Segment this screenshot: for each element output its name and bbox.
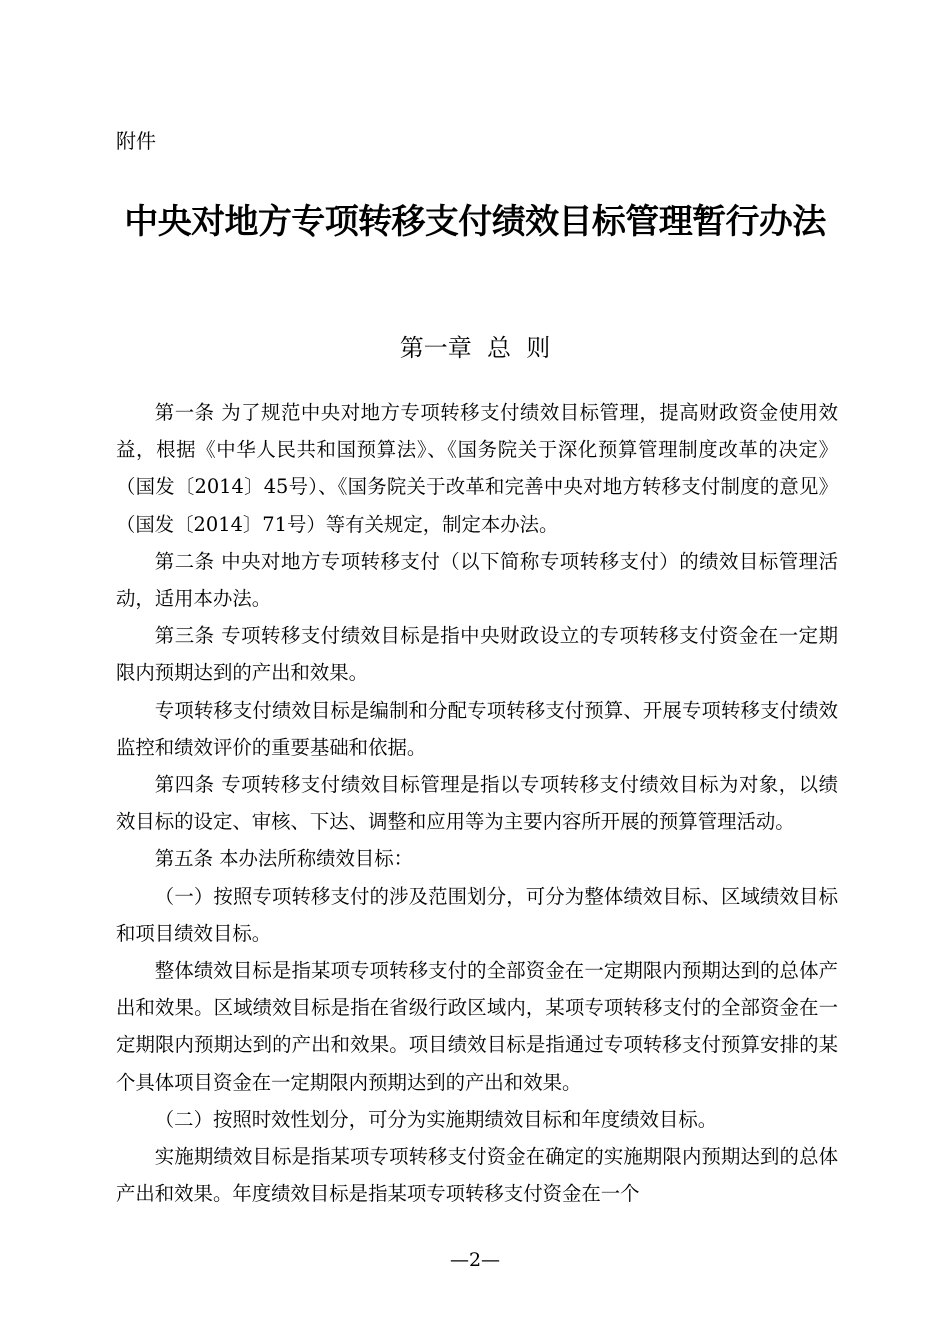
paragraph-item-2: （二）按照时效性划分，可分为实施期绩效目标和年度绩效目标。 xyxy=(154,1107,718,1131)
document-title: 中央对地方专项转移支付绩效目标管理暂行办法 xyxy=(124,202,826,242)
paragraph-article-3: 第三条 专项转移支付绩效目标是指中央财政设立的专项转移支付资金在一定期限内预期达到的产出和效果。 xyxy=(116,624,838,685)
paragraph-item-1-detail: 整体绩效目标是指某项专项转移支付的全部资金在一定期限内预期达到的总体产出和效果。区域绩效目标是指在省级行政区域内，某项专项转移支付的全部资金在一定期限内预期达到的产出和效果。项目绩效目标是指通过专项转移支付预算安排的某个具体项目资金在一定期限内预期达到的产出和效果。 xyxy=(116,959,838,1094)
attachment-label: 附件 xyxy=(116,129,156,153)
document-body xyxy=(116,394,838,1212)
chapter-heading: 第一章 总 则 xyxy=(399,334,551,362)
paragraph-item-2-detail: 实施期绩效目标是指某项专项转移支付资金在确定的实施期限内预期达到的总体产出和效果。年度绩效目标是指某项专项转移支付资金在一个 xyxy=(116,1145,838,1206)
paragraph-article-4: 第四条 专项转移支付绩效目标管理是指以专项转移支付绩效目标为对象，以绩效目标的设定、审核、下达、调整和应用等为主要内容所开展的预算管理活动。 xyxy=(116,773,838,834)
paragraph-article-1: 第一条 为了规范中央对地方专项转移支付绩效目标管理，提高财政资金使用效益，根据《中华人民共和国预算法》、《国务院关于深化预算管理制度改革的决定》（国发〔2014〕45号）、《国务院关于改革和完善中央对地方转移支付制度的意见》（国发〔2014〕71号）等有关规定，制定本办法。 xyxy=(116,401,838,536)
paragraph-article-5: 第五条 本办法所称绩效目标： xyxy=(154,847,414,871)
page-number: —2— xyxy=(449,1249,501,1271)
paragraph-article-2: 第二条 中央对地方专项转移支付（以下简称专项转移支付）的绩效目标管理活动，适用本办法。 xyxy=(116,549,838,611)
paragraph-item-1: （一）按照专项转移支付的涉及范围划分，可分为整体绩效目标、区域绩效目标和项目绩效目标。 xyxy=(116,884,838,945)
paragraph-article-3-continued: 专项转移支付绩效目标是编制和分配专项转移支付预算、开展专项转移支付绩效监控和绩效评价的重要基础和依据。 xyxy=(116,698,838,759)
